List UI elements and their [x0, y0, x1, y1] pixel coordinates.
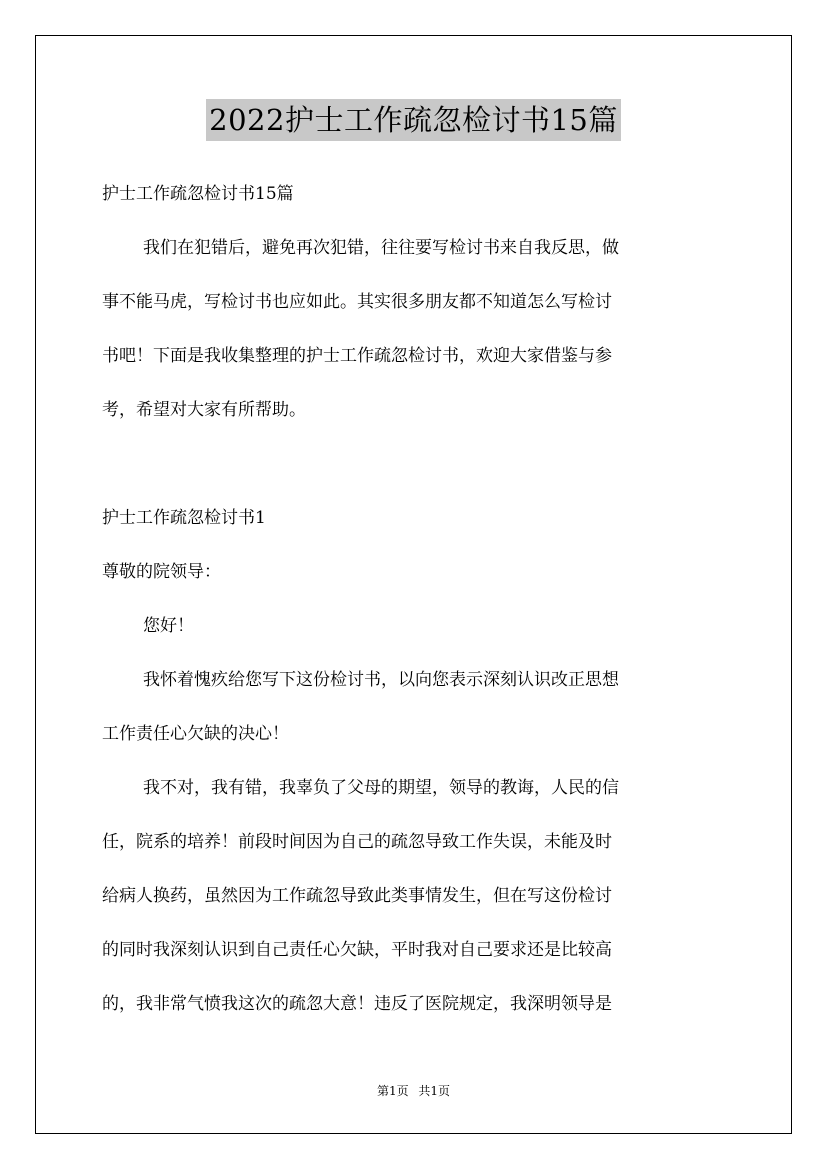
- intro-line: 考，希望对大家有所帮助。: [102, 400, 306, 420]
- paragraph-line: 给病人换药，虽然因为工作疏忽导致此类事情发生，但在写这份检讨: [102, 886, 612, 906]
- paragraph-line: 任，院系的培养！前段时间因为自己的疏忽导致工作失误，未能及时: [102, 832, 612, 852]
- greeting: 您好！: [143, 616, 194, 636]
- section-heading: 护士工作疏忽检讨书1: [102, 508, 266, 528]
- title-wrap: [0, 99, 827, 141]
- document-subtitle: 护士工作疏忽检讨书15篇: [102, 184, 294, 204]
- salutation: 尊敬的院领导：: [102, 562, 221, 582]
- intro-line: 事不能马虎，写检讨书也应如此。其实很多朋友都不知道怎么写检讨: [102, 292, 612, 312]
- page-total: 共1页: [418, 1084, 451, 1098]
- paragraph-line: 我不对，我有错，我辜负了父母的期望，领导的教诲，人民的信: [143, 778, 619, 798]
- intro-line: 我们在犯错后，避免再次犯错，往往要写检讨书来自我反思，做: [143, 238, 619, 258]
- page-footer: [0, 1083, 827, 1099]
- paragraph-line: 的，我非常气愤我这次的疏忽大意！违反了医院规定，我深明领导是: [102, 994, 612, 1014]
- intro-line: 书吧！下面是我收集整理的护士工作疏忽检讨书，欢迎大家借鉴与参: [102, 346, 612, 366]
- document-title: 2022护士工作疏忽检讨书15篇: [206, 99, 621, 141]
- paragraph-line: 我怀着愧疚给您写下这份检讨书，以向您表示深刻认识改正思想: [143, 670, 619, 690]
- paragraph-line: 的同时我深刻认识到自己责任心欠缺，平时我对自己要求还是比较高: [102, 940, 612, 960]
- page-number: 第1页: [376, 1084, 409, 1098]
- paragraph-line: 工作责任心欠缺的决心！: [102, 724, 289, 744]
